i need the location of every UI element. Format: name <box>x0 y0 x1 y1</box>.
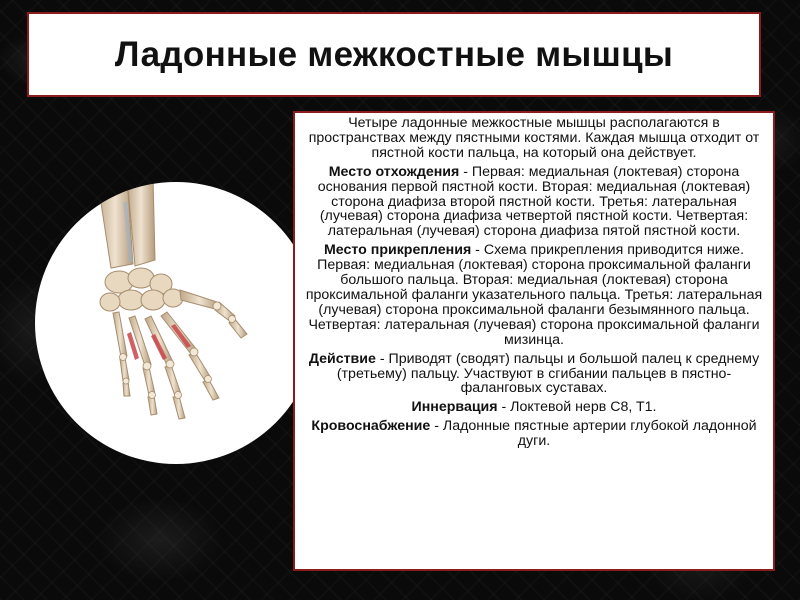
description-panel <box>293 111 775 571</box>
blood-supply-paragraph <box>303 419 765 449</box>
innervation-text: - Локтевой нерв C8, T1. <box>497 399 657 416</box>
insertion-paragraph <box>303 243 765 347</box>
blood-supply-text: - Ладонные пястные артерии глубокой ладонной дуги. <box>430 418 757 450</box>
insertion-label: Место прикрепления <box>323 242 472 259</box>
title-box <box>27 12 761 97</box>
action-label: Действие <box>308 350 376 367</box>
innervation-label: Иннервация <box>411 399 498 416</box>
intro-paragraph: Четыре ладонные межкостные мышцы располагаются в пространствах между пястными костями. Каждая мышца отходит от пястной кости пальца, на который она действует. <box>308 115 760 161</box>
blood-supply-label: Кровоснабжение <box>311 418 431 435</box>
origin-paragraph <box>303 165 765 240</box>
hand-skeleton-image <box>35 182 317 464</box>
slide-title: Ладонные межкостные мышцы <box>114 34 674 74</box>
hand-illustration <box>35 182 317 464</box>
action-text: - Приводят (сводят) пальцы и большой палец к среднему (третьему) пальцу. Участвуют в сгибании пальцев в пястно-фаланговых суставах. <box>336 350 760 397</box>
innervation-paragraph <box>303 400 765 415</box>
insertion-text: - Схема прикрепления приводится ниже. Первая: медиальная (локтевая) сторона проксимальной фаланги большого пальца. Вторая: медиальная (локтевая) сторона проксимальной фаланги указательного пальца. Третья: латеральная (лучевая) сторона проксимальной фаланги безымянного пальца. Четвертая: латеральная (лучевая) сторона проксимальной фаланги мизинца. <box>305 242 763 348</box>
action-paragraph <box>303 352 765 397</box>
origin-text: - Первая: медиальная (локтевая) сторона основания первой пястной кости. Вторая: медиальная (локтевая) сторона диафиза второй пястной кости. Третья: латеральная (лучевая) сторона диафиза четвертой пястной кости. Четвертая: латеральная (лучевая) сторона диафиза пятой пястной кости. <box>317 163 751 240</box>
origin-label: Место отхождения <box>328 163 460 180</box>
